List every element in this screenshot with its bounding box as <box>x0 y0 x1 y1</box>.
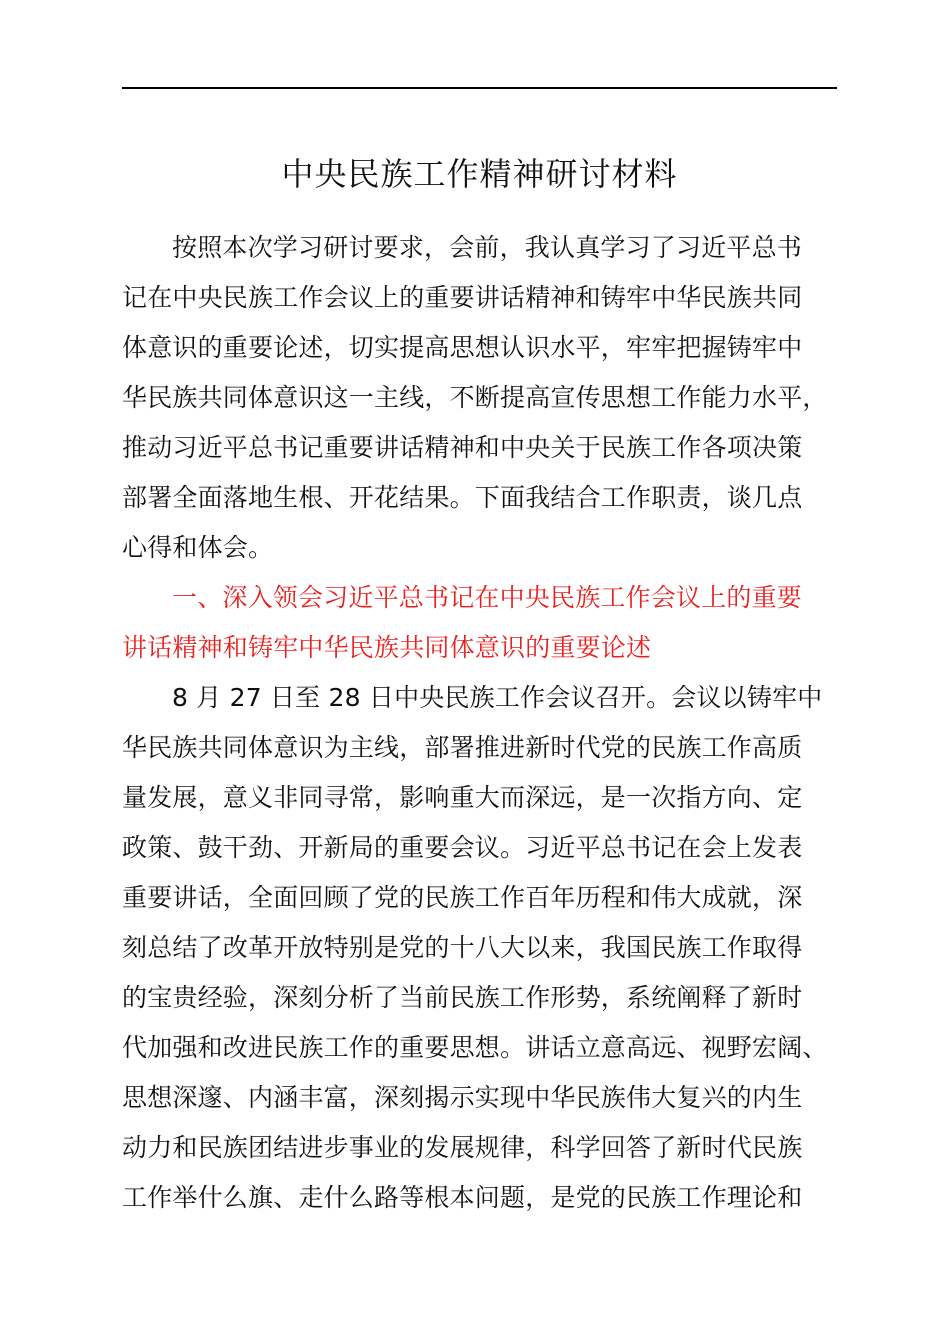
paragraph-line: 心得和体会。 <box>122 533 274 562</box>
paragraph-line: 华民族共同体意识这一主线，不断提高宣传思想工作能力水平， <box>122 383 828 412</box>
paragraph-line: 重要讲话，全面回顾了党的民族工作百年历程和伟大成就，深 <box>122 883 803 912</box>
paragraph-line: 刻总结了改革开放特别是党的十八大以来，我国民族工作取得 <box>122 933 803 962</box>
paragraph-line: 部署全面落地生根、开花结果。下面我结合工作职责，谈几点 <box>122 483 803 512</box>
page-title: 中央民族工作精神研讨材料 <box>281 155 678 193</box>
paragraph-line: 量发展，意义非同寻常，影响重大而深远，是一次指方向、定 <box>122 783 803 812</box>
paragraph-line: 思想深邃、内涵丰富，深刻揭示实现中华民族伟大复兴的内生 <box>122 1083 803 1112</box>
paragraph-line: 按照本次学习研讨要求，会前，我认真学习了习近平总书 <box>172 233 803 262</box>
paragraph-line: 8 月 27 日至 28 日中央民族工作会议召开。会议以铸牢中 <box>172 683 823 712</box>
paragraph-line: 政策、鼓干劲、开新局的重要会议。习近平总书记在会上发表 <box>122 833 803 862</box>
header-rule <box>122 87 837 89</box>
paragraph-line: 代加强和改进民族工作的重要思想。讲话立意高远、视野宏阔、 <box>122 1033 828 1062</box>
paragraph-line: 华民族共同体意识为主线，部署推进新时代党的民族工作高质 <box>122 733 803 762</box>
section-heading-line: 一、深入领会习近平总书记在中央民族工作会议上的重要 <box>172 583 803 612</box>
paragraph-line: 记在中央民族工作会议上的重要讲话精神和铸牢中华民族共同 <box>122 283 803 312</box>
paragraph-line: 推动习近平总书记重要讲话精神和中央关于民族工作各项决策 <box>122 433 803 462</box>
paragraph-line: 工作举什么旗、走什么路等根本问题，是党的民族工作理论和 <box>122 1183 803 1212</box>
paragraph-line: 体意识的重要论述，切实提高思想认识水平，牢牢把握铸牢中 <box>122 333 803 362</box>
paragraph-line: 动力和民族团结进步事业的发展规律，科学回答了新时代民族 <box>122 1133 803 1162</box>
section-heading-line: 讲话精神和铸牢中华民族共同体意识的重要论述 <box>122 633 652 662</box>
paragraph-line: 的宝贵经验，深刻分析了当前民族工作形势，系统阐释了新时 <box>122 983 803 1012</box>
